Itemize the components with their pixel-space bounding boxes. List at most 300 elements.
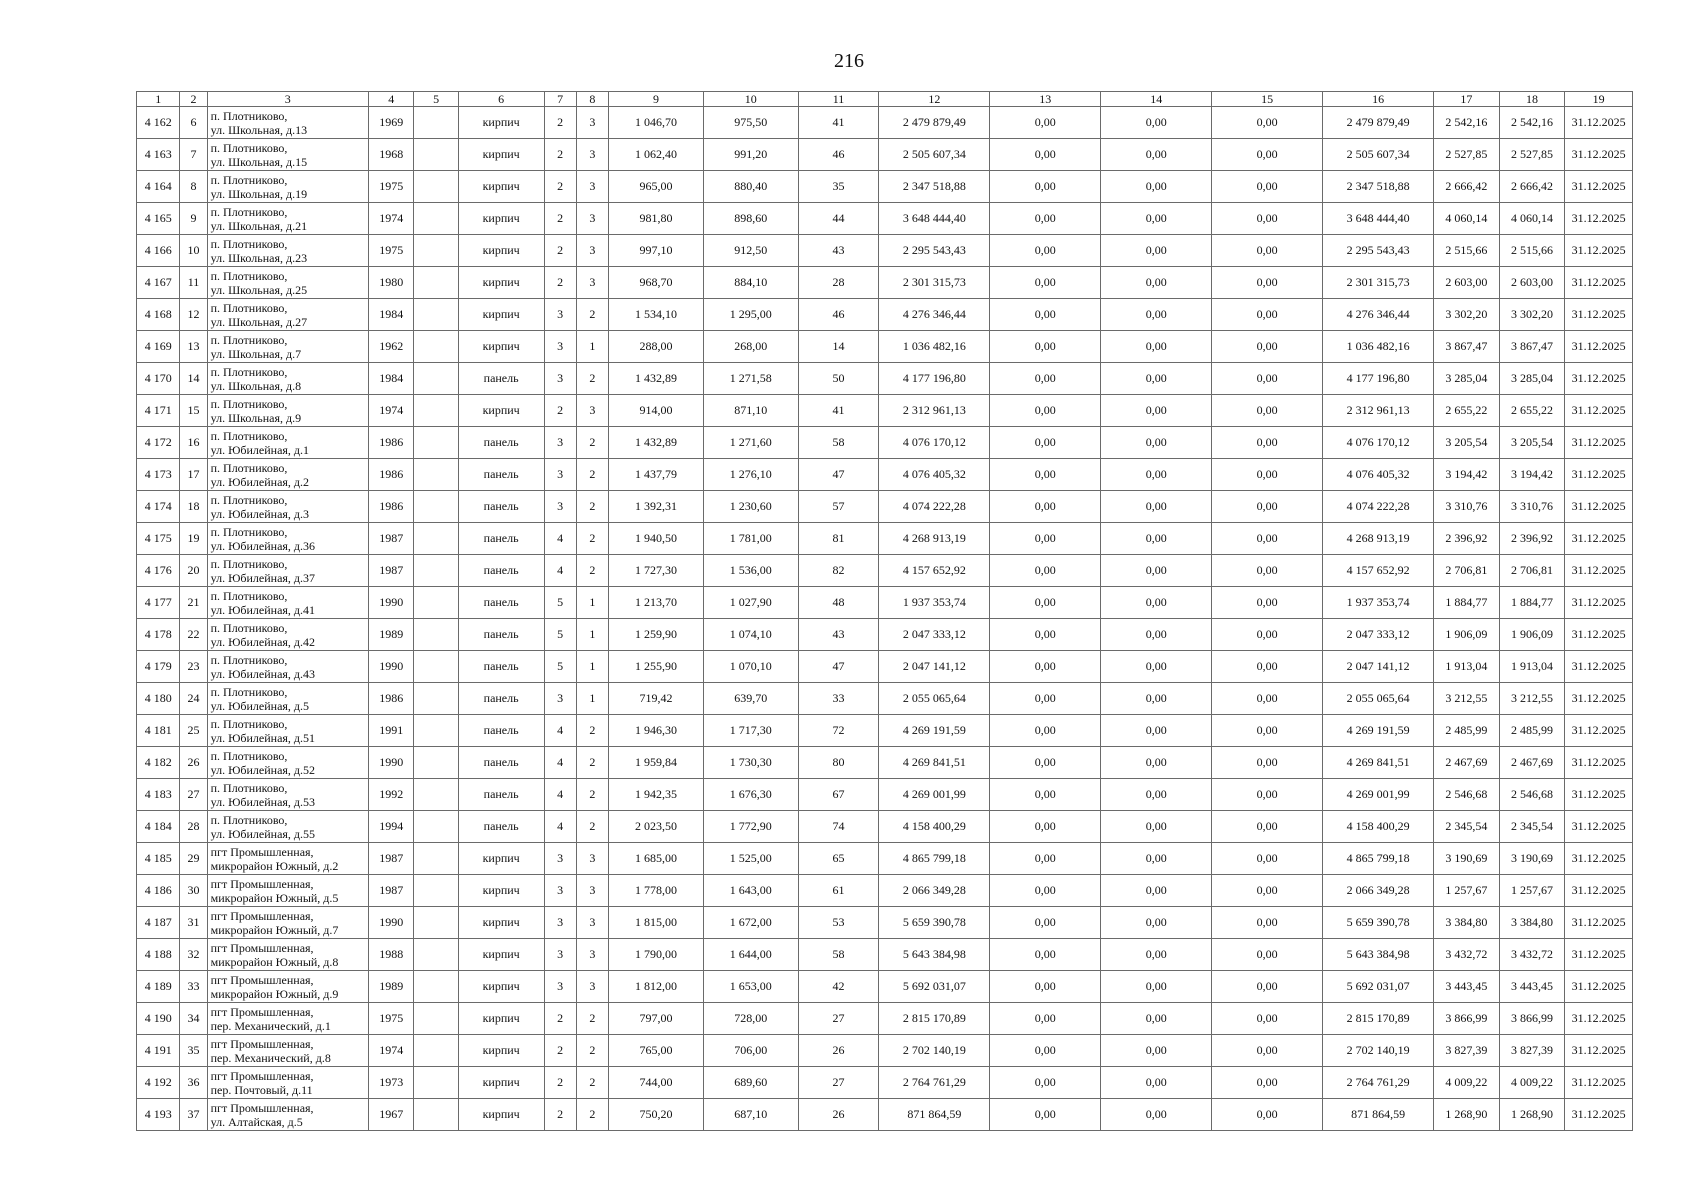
page-number: 216 — [834, 50, 864, 72]
cell-col-5 — [414, 523, 458, 555]
header-row — [137, 92, 1633, 107]
address-street: ул. Алтайская, д.5 — [210, 1114, 303, 1129]
table-row — [137, 907, 1633, 939]
address-street: ул. Школьная, д.27 — [210, 314, 308, 329]
cell-col-13: 0,00 — [990, 491, 1101, 523]
cell-col-7: 2 — [544, 1003, 576, 1035]
cell-col-14: 0,00 — [1101, 1035, 1212, 1067]
cell-col-17: 2 542,16 — [1434, 107, 1500, 139]
cell-col-6: кирпич — [458, 203, 544, 235]
cell-col-12: 4 158 400,29 — [879, 811, 990, 843]
table-header — [137, 92, 1633, 107]
cell-col-1: 4 182 — [137, 747, 180, 779]
table-row — [137, 139, 1633, 171]
column-header-16: 16 — [1323, 92, 1434, 107]
cell-col-2: 12 — [180, 299, 207, 331]
column-header-15: 15 — [1212, 92, 1323, 107]
cell-col-7: 4 — [544, 779, 576, 811]
cell-col-5 — [414, 779, 458, 811]
cell-col-8: 2 — [576, 459, 608, 491]
address-cell — [207, 1035, 368, 1067]
cell-col-19: 31.12.2025 — [1565, 1035, 1633, 1067]
cell-col-6: панель — [458, 555, 544, 587]
cell-col-13: 0,00 — [990, 875, 1101, 907]
column-header-2: 2 — [180, 92, 207, 107]
cell-col-2: 32 — [180, 939, 207, 971]
cell-col-13: 0,00 — [990, 843, 1101, 875]
cell-col-17: 3 205,54 — [1434, 427, 1500, 459]
cell-col-17: 2 546,68 — [1434, 779, 1500, 811]
cell-col-13: 0,00 — [990, 619, 1101, 651]
cell-col-14: 0,00 — [1101, 843, 1212, 875]
cell-col-6: кирпич — [458, 971, 544, 1003]
cell-col-19: 31.12.2025 — [1565, 779, 1633, 811]
address-locality: п. Плотниково, — [210, 460, 288, 475]
cell-col-19: 31.12.2025 — [1565, 939, 1633, 971]
address-cell — [207, 779, 368, 811]
cell-col-10: 687,10 — [703, 1099, 798, 1131]
cell-col-4: 1990 — [369, 587, 414, 619]
table-row — [137, 363, 1633, 395]
cell-col-11: 26 — [798, 1035, 879, 1067]
cell-col-7: 4 — [544, 555, 576, 587]
cell-col-11: 44 — [798, 203, 879, 235]
cell-col-8: 2 — [576, 523, 608, 555]
cell-col-18: 3 867,47 — [1499, 331, 1565, 363]
cell-col-18: 2 603,00 — [1499, 267, 1565, 299]
address-street: микрорайон Южный, д.9 — [210, 986, 339, 1001]
cell-col-12: 4 268 913,19 — [879, 523, 990, 555]
cell-col-9: 1 062,40 — [609, 139, 704, 171]
table-row — [137, 811, 1633, 843]
cell-col-8: 2 — [576, 491, 608, 523]
cell-col-10: 1 644,00 — [703, 939, 798, 971]
address-locality: п. Плотниково, — [210, 172, 288, 187]
cell-col-14: 0,00 — [1101, 1099, 1212, 1131]
cell-col-1: 4 193 — [137, 1099, 180, 1131]
cell-col-16: 2 301 315,73 — [1323, 267, 1434, 299]
cell-col-9: 765,00 — [609, 1035, 704, 1067]
table-row — [137, 843, 1633, 875]
cell-col-15: 0,00 — [1212, 203, 1323, 235]
cell-col-1: 4 170 — [137, 363, 180, 395]
cell-col-10: 880,40 — [703, 171, 798, 203]
cell-col-18: 3 384,80 — [1499, 907, 1565, 939]
cell-col-6: кирпич — [458, 907, 544, 939]
cell-col-7: 3 — [544, 907, 576, 939]
cell-col-17: 1 884,77 — [1434, 587, 1500, 619]
table-row — [137, 1067, 1633, 1099]
cell-col-5 — [414, 843, 458, 875]
cell-col-19: 31.12.2025 — [1565, 491, 1633, 523]
cell-col-12: 4 269 001,99 — [879, 779, 990, 811]
cell-col-16: 4 276 346,44 — [1323, 299, 1434, 331]
cell-col-13: 0,00 — [990, 171, 1101, 203]
address-cell — [207, 331, 368, 363]
cell-col-7: 3 — [544, 939, 576, 971]
cell-col-9: 1 778,00 — [609, 875, 704, 907]
cell-col-4: 1990 — [369, 747, 414, 779]
cell-col-9: 1 959,84 — [609, 747, 704, 779]
address-locality: п. Плотниково, — [210, 428, 288, 443]
cell-col-12: 4 074 222,28 — [879, 491, 990, 523]
cell-col-19: 31.12.2025 — [1565, 427, 1633, 459]
cell-col-11: 46 — [798, 139, 879, 171]
cell-col-4: 1984 — [369, 299, 414, 331]
cell-col-13: 0,00 — [990, 811, 1101, 843]
cell-col-1: 4 164 — [137, 171, 180, 203]
cell-col-14: 0,00 — [1101, 779, 1212, 811]
cell-col-13: 0,00 — [990, 651, 1101, 683]
cell-col-6: кирпич — [458, 299, 544, 331]
cell-col-6: кирпич — [458, 171, 544, 203]
cell-col-18: 3 866,99 — [1499, 1003, 1565, 1035]
cell-col-1: 4 190 — [137, 1003, 180, 1035]
cell-col-4: 1967 — [369, 1099, 414, 1131]
cell-col-16: 2 764 761,29 — [1323, 1067, 1434, 1099]
cell-col-4: 1994 — [369, 811, 414, 843]
cell-col-1: 4 167 — [137, 267, 180, 299]
cell-col-13: 0,00 — [990, 235, 1101, 267]
cell-col-10: 1 781,00 — [703, 523, 798, 555]
address-street: ул. Школьная, д.25 — [210, 282, 308, 297]
cell-col-7: 5 — [544, 619, 576, 651]
address-cell — [207, 1067, 368, 1099]
cell-col-2: 11 — [180, 267, 207, 299]
cell-col-12: 2 066 349,28 — [879, 875, 990, 907]
table-row — [137, 459, 1633, 491]
cell-col-5 — [414, 395, 458, 427]
cell-col-2: 37 — [180, 1099, 207, 1131]
cell-col-18: 3 310,76 — [1499, 491, 1565, 523]
cell-col-17: 3 432,72 — [1434, 939, 1500, 971]
cell-col-10: 1 295,00 — [703, 299, 798, 331]
cell-col-13: 0,00 — [990, 523, 1101, 555]
cell-col-9: 744,00 — [609, 1067, 704, 1099]
cell-col-18: 2 527,85 — [1499, 139, 1565, 171]
cell-col-14: 0,00 — [1101, 395, 1212, 427]
address-locality: п. Плотниково, — [210, 684, 288, 699]
cell-col-2: 10 — [180, 235, 207, 267]
address-cell — [207, 107, 368, 139]
cell-col-4: 1987 — [369, 555, 414, 587]
cell-col-17: 3 194,42 — [1434, 459, 1500, 491]
cell-col-6: панель — [458, 523, 544, 555]
cell-col-6: кирпич — [458, 139, 544, 171]
address-street: ул. Юбилейная, д.41 — [210, 602, 316, 617]
address-locality: п. Плотниково, — [210, 204, 288, 219]
cell-col-8: 3 — [576, 875, 608, 907]
cell-col-13: 0,00 — [990, 139, 1101, 171]
address-street: ул. Школьная, д.21 — [210, 218, 308, 233]
cell-col-19: 31.12.2025 — [1565, 459, 1633, 491]
cell-col-10: 1 717,30 — [703, 715, 798, 747]
cell-col-6: панель — [458, 491, 544, 523]
cell-col-12: 4 269 841,51 — [879, 747, 990, 779]
cell-col-18: 2 345,54 — [1499, 811, 1565, 843]
cell-col-15: 0,00 — [1212, 267, 1323, 299]
cell-col-1: 4 189 — [137, 971, 180, 1003]
cell-col-19: 31.12.2025 — [1565, 875, 1633, 907]
cell-col-12: 2 047 333,12 — [879, 619, 990, 651]
cell-col-11: 27 — [798, 1067, 879, 1099]
cell-col-12: 2 295 543,43 — [879, 235, 990, 267]
cell-col-16: 4 269 001,99 — [1323, 779, 1434, 811]
address-locality: п. Плотниково, — [210, 780, 288, 795]
cell-col-15: 0,00 — [1212, 1003, 1323, 1035]
cell-col-9: 1 940,50 — [609, 523, 704, 555]
cell-col-8: 1 — [576, 683, 608, 715]
table-row — [137, 875, 1633, 907]
cell-col-16: 2 066 349,28 — [1323, 875, 1434, 907]
cell-col-12: 4 177 196,80 — [879, 363, 990, 395]
cell-col-17: 3 827,39 — [1434, 1035, 1500, 1067]
cell-col-11: 81 — [798, 523, 879, 555]
cell-col-17: 1 913,04 — [1434, 651, 1500, 683]
cell-col-11: 47 — [798, 651, 879, 683]
cell-col-5 — [414, 363, 458, 395]
cell-col-16: 4 269 191,59 — [1323, 715, 1434, 747]
cell-col-11: 42 — [798, 971, 879, 1003]
cell-col-7: 3 — [544, 875, 576, 907]
cell-col-15: 0,00 — [1212, 427, 1323, 459]
cell-col-5 — [414, 107, 458, 139]
column-header-12: 12 — [879, 92, 990, 107]
address-cell — [207, 555, 368, 587]
cell-col-15: 0,00 — [1212, 843, 1323, 875]
table-row — [137, 299, 1633, 331]
column-header-9: 9 — [609, 92, 704, 107]
table-row — [137, 779, 1633, 811]
cell-col-4: 1986 — [369, 683, 414, 715]
cell-col-14: 0,00 — [1101, 267, 1212, 299]
table-row — [137, 235, 1633, 267]
cell-col-8: 1 — [576, 651, 608, 683]
table-row — [137, 683, 1633, 715]
cell-col-11: 41 — [798, 107, 879, 139]
cell-col-17: 2 527,85 — [1434, 139, 1500, 171]
cell-col-2: 31 — [180, 907, 207, 939]
cell-col-8: 2 — [576, 299, 608, 331]
cell-col-8: 3 — [576, 939, 608, 971]
address-street: ул. Школьная, д.8 — [210, 378, 302, 393]
table-row — [137, 971, 1633, 1003]
cell-col-16: 4 865 799,18 — [1323, 843, 1434, 875]
cell-col-10: 871,10 — [703, 395, 798, 427]
address-street: ул. Юбилейная, д.3 — [210, 506, 310, 521]
cell-col-18: 3 190,69 — [1499, 843, 1565, 875]
cell-col-12: 4 865 799,18 — [879, 843, 990, 875]
address-street: ул. Юбилейная, д.51 — [210, 730, 316, 745]
cell-col-5 — [414, 331, 458, 363]
cell-col-17: 3 866,99 — [1434, 1003, 1500, 1035]
cell-col-15: 0,00 — [1212, 1067, 1323, 1099]
cell-col-18: 1 906,09 — [1499, 619, 1565, 651]
cell-col-12: 4 076 405,32 — [879, 459, 990, 491]
cell-col-11: 47 — [798, 459, 879, 491]
cell-col-12: 4 076 170,12 — [879, 427, 990, 459]
cell-col-13: 0,00 — [990, 1099, 1101, 1131]
cell-col-18: 2 706,81 — [1499, 555, 1565, 587]
cell-col-8: 2 — [576, 363, 608, 395]
cell-col-16: 4 158 400,29 — [1323, 811, 1434, 843]
cell-col-6: панель — [458, 587, 544, 619]
cell-col-8: 3 — [576, 907, 608, 939]
cell-col-2: 36 — [180, 1067, 207, 1099]
cell-col-11: 57 — [798, 491, 879, 523]
cell-col-10: 1 230,60 — [703, 491, 798, 523]
cell-col-4: 1987 — [369, 843, 414, 875]
cell-col-9: 1 790,00 — [609, 939, 704, 971]
address-cell — [207, 1003, 368, 1035]
cell-col-6: панель — [458, 747, 544, 779]
cell-col-5 — [414, 747, 458, 779]
cell-col-14: 0,00 — [1101, 235, 1212, 267]
cell-col-5 — [414, 427, 458, 459]
address-street: ул. Школьная, д.19 — [210, 186, 308, 201]
cell-col-18: 1 884,77 — [1499, 587, 1565, 619]
cell-col-10: 1 070,10 — [703, 651, 798, 683]
address-street: ул. Юбилейная, д.5 — [210, 698, 310, 713]
cell-col-6: панель — [458, 683, 544, 715]
cell-col-16: 4 268 913,19 — [1323, 523, 1434, 555]
cell-col-9: 968,70 — [609, 267, 704, 299]
cell-col-17: 2 345,54 — [1434, 811, 1500, 843]
cell-col-2: 29 — [180, 843, 207, 875]
cell-col-1: 4 185 — [137, 843, 180, 875]
cell-col-9: 719,42 — [609, 683, 704, 715]
cell-col-5 — [414, 203, 458, 235]
cell-col-17: 2 655,22 — [1434, 395, 1500, 427]
address-cell — [207, 587, 368, 619]
cell-col-8: 2 — [576, 1035, 608, 1067]
address-street: ул. Юбилейная, д.52 — [210, 762, 316, 777]
cell-col-1: 4 187 — [137, 907, 180, 939]
cell-col-10: 1 643,00 — [703, 875, 798, 907]
address-locality: пгт Промышленная, — [210, 844, 314, 859]
cell-col-12: 2 764 761,29 — [879, 1067, 990, 1099]
cell-col-1: 4 177 — [137, 587, 180, 619]
cell-col-8: 3 — [576, 139, 608, 171]
cell-col-2: 24 — [180, 683, 207, 715]
address-locality: пгт Промышленная, — [210, 876, 314, 891]
cell-col-5 — [414, 811, 458, 843]
cell-col-16: 4 074 222,28 — [1323, 491, 1434, 523]
cell-col-2: 16 — [180, 427, 207, 459]
cell-col-5 — [414, 651, 458, 683]
address-cell — [207, 235, 368, 267]
cell-col-5 — [414, 459, 458, 491]
cell-col-11: 61 — [798, 875, 879, 907]
address-cell — [207, 203, 368, 235]
cell-col-17: 1 906,09 — [1434, 619, 1500, 651]
cell-col-14: 0,00 — [1101, 747, 1212, 779]
address-locality: пгт Промышленная, — [210, 972, 314, 987]
cell-col-19: 31.12.2025 — [1565, 299, 1633, 331]
cell-col-16: 1 937 353,74 — [1323, 587, 1434, 619]
cell-col-5 — [414, 875, 458, 907]
cell-col-2: 13 — [180, 331, 207, 363]
column-header-11: 11 — [798, 92, 879, 107]
cell-col-6: кирпич — [458, 1003, 544, 1035]
cell-col-6: панель — [458, 459, 544, 491]
cell-col-8: 1 — [576, 331, 608, 363]
cell-col-2: 27 — [180, 779, 207, 811]
cell-col-5 — [414, 1067, 458, 1099]
cell-col-8: 2 — [576, 1067, 608, 1099]
table-row — [137, 395, 1633, 427]
cell-col-10: 1 536,00 — [703, 555, 798, 587]
table-row — [137, 555, 1633, 587]
column-header-7: 7 — [544, 92, 576, 107]
cell-col-9: 1 946,30 — [609, 715, 704, 747]
cell-col-10: 1 730,30 — [703, 747, 798, 779]
cell-col-9: 2 023,50 — [609, 811, 704, 843]
cell-col-9: 1 685,00 — [609, 843, 704, 875]
cell-col-14: 0,00 — [1101, 107, 1212, 139]
cell-col-18: 3 827,39 — [1499, 1035, 1565, 1067]
address-locality: п. Плотниково, — [210, 396, 288, 411]
cell-col-2: 25 — [180, 715, 207, 747]
address-street: микрорайон Южный, д.8 — [210, 954, 339, 969]
cell-col-12: 2 055 065,64 — [879, 683, 990, 715]
cell-col-15: 0,00 — [1212, 939, 1323, 971]
address-cell — [207, 459, 368, 491]
cell-col-2: 20 — [180, 555, 207, 587]
address-locality: пгт Промышленная, — [210, 1004, 314, 1019]
cell-col-13: 0,00 — [990, 1003, 1101, 1035]
cell-col-7: 3 — [544, 427, 576, 459]
cell-col-14: 0,00 — [1101, 811, 1212, 843]
cell-col-16: 4 157 652,92 — [1323, 555, 1434, 587]
cell-col-11: 50 — [798, 363, 879, 395]
cell-col-2: 30 — [180, 875, 207, 907]
cell-col-4: 1975 — [369, 1003, 414, 1035]
cell-col-17: 2 396,92 — [1434, 523, 1500, 555]
cell-col-6: кирпич — [458, 235, 544, 267]
cell-col-8: 3 — [576, 235, 608, 267]
address-cell — [207, 171, 368, 203]
cell-col-14: 0,00 — [1101, 555, 1212, 587]
cell-col-7: 3 — [544, 971, 576, 1003]
cell-col-1: 4 168 — [137, 299, 180, 331]
address-street: ул. Юбилейная, д.42 — [210, 634, 316, 649]
cell-col-13: 0,00 — [990, 1035, 1101, 1067]
cell-col-6: кирпич — [458, 1035, 544, 1067]
cell-col-8: 3 — [576, 395, 608, 427]
table-row — [137, 939, 1633, 971]
cell-col-6: кирпич — [458, 843, 544, 875]
cell-col-4: 1987 — [369, 875, 414, 907]
cell-col-4: 1989 — [369, 971, 414, 1003]
cell-col-12: 4 269 191,59 — [879, 715, 990, 747]
cell-col-17: 1 257,67 — [1434, 875, 1500, 907]
cell-col-1: 4 169 — [137, 331, 180, 363]
cell-col-6: панель — [458, 363, 544, 395]
cell-col-12: 2 347 518,88 — [879, 171, 990, 203]
cell-col-15: 0,00 — [1212, 491, 1323, 523]
cell-col-7: 2 — [544, 203, 576, 235]
cell-col-7: 2 — [544, 1099, 576, 1131]
address-street: ул. Юбилейная, д.43 — [210, 666, 316, 681]
cell-col-16: 2 295 543,43 — [1323, 235, 1434, 267]
cell-col-18: 3 212,55 — [1499, 683, 1565, 715]
cell-col-9: 981,80 — [609, 203, 704, 235]
address-locality: пгт Промышленная, — [210, 908, 314, 923]
cell-col-18: 3 432,72 — [1499, 939, 1565, 971]
address-locality: пгт Промышленная, — [210, 940, 314, 955]
table-row — [137, 651, 1633, 683]
